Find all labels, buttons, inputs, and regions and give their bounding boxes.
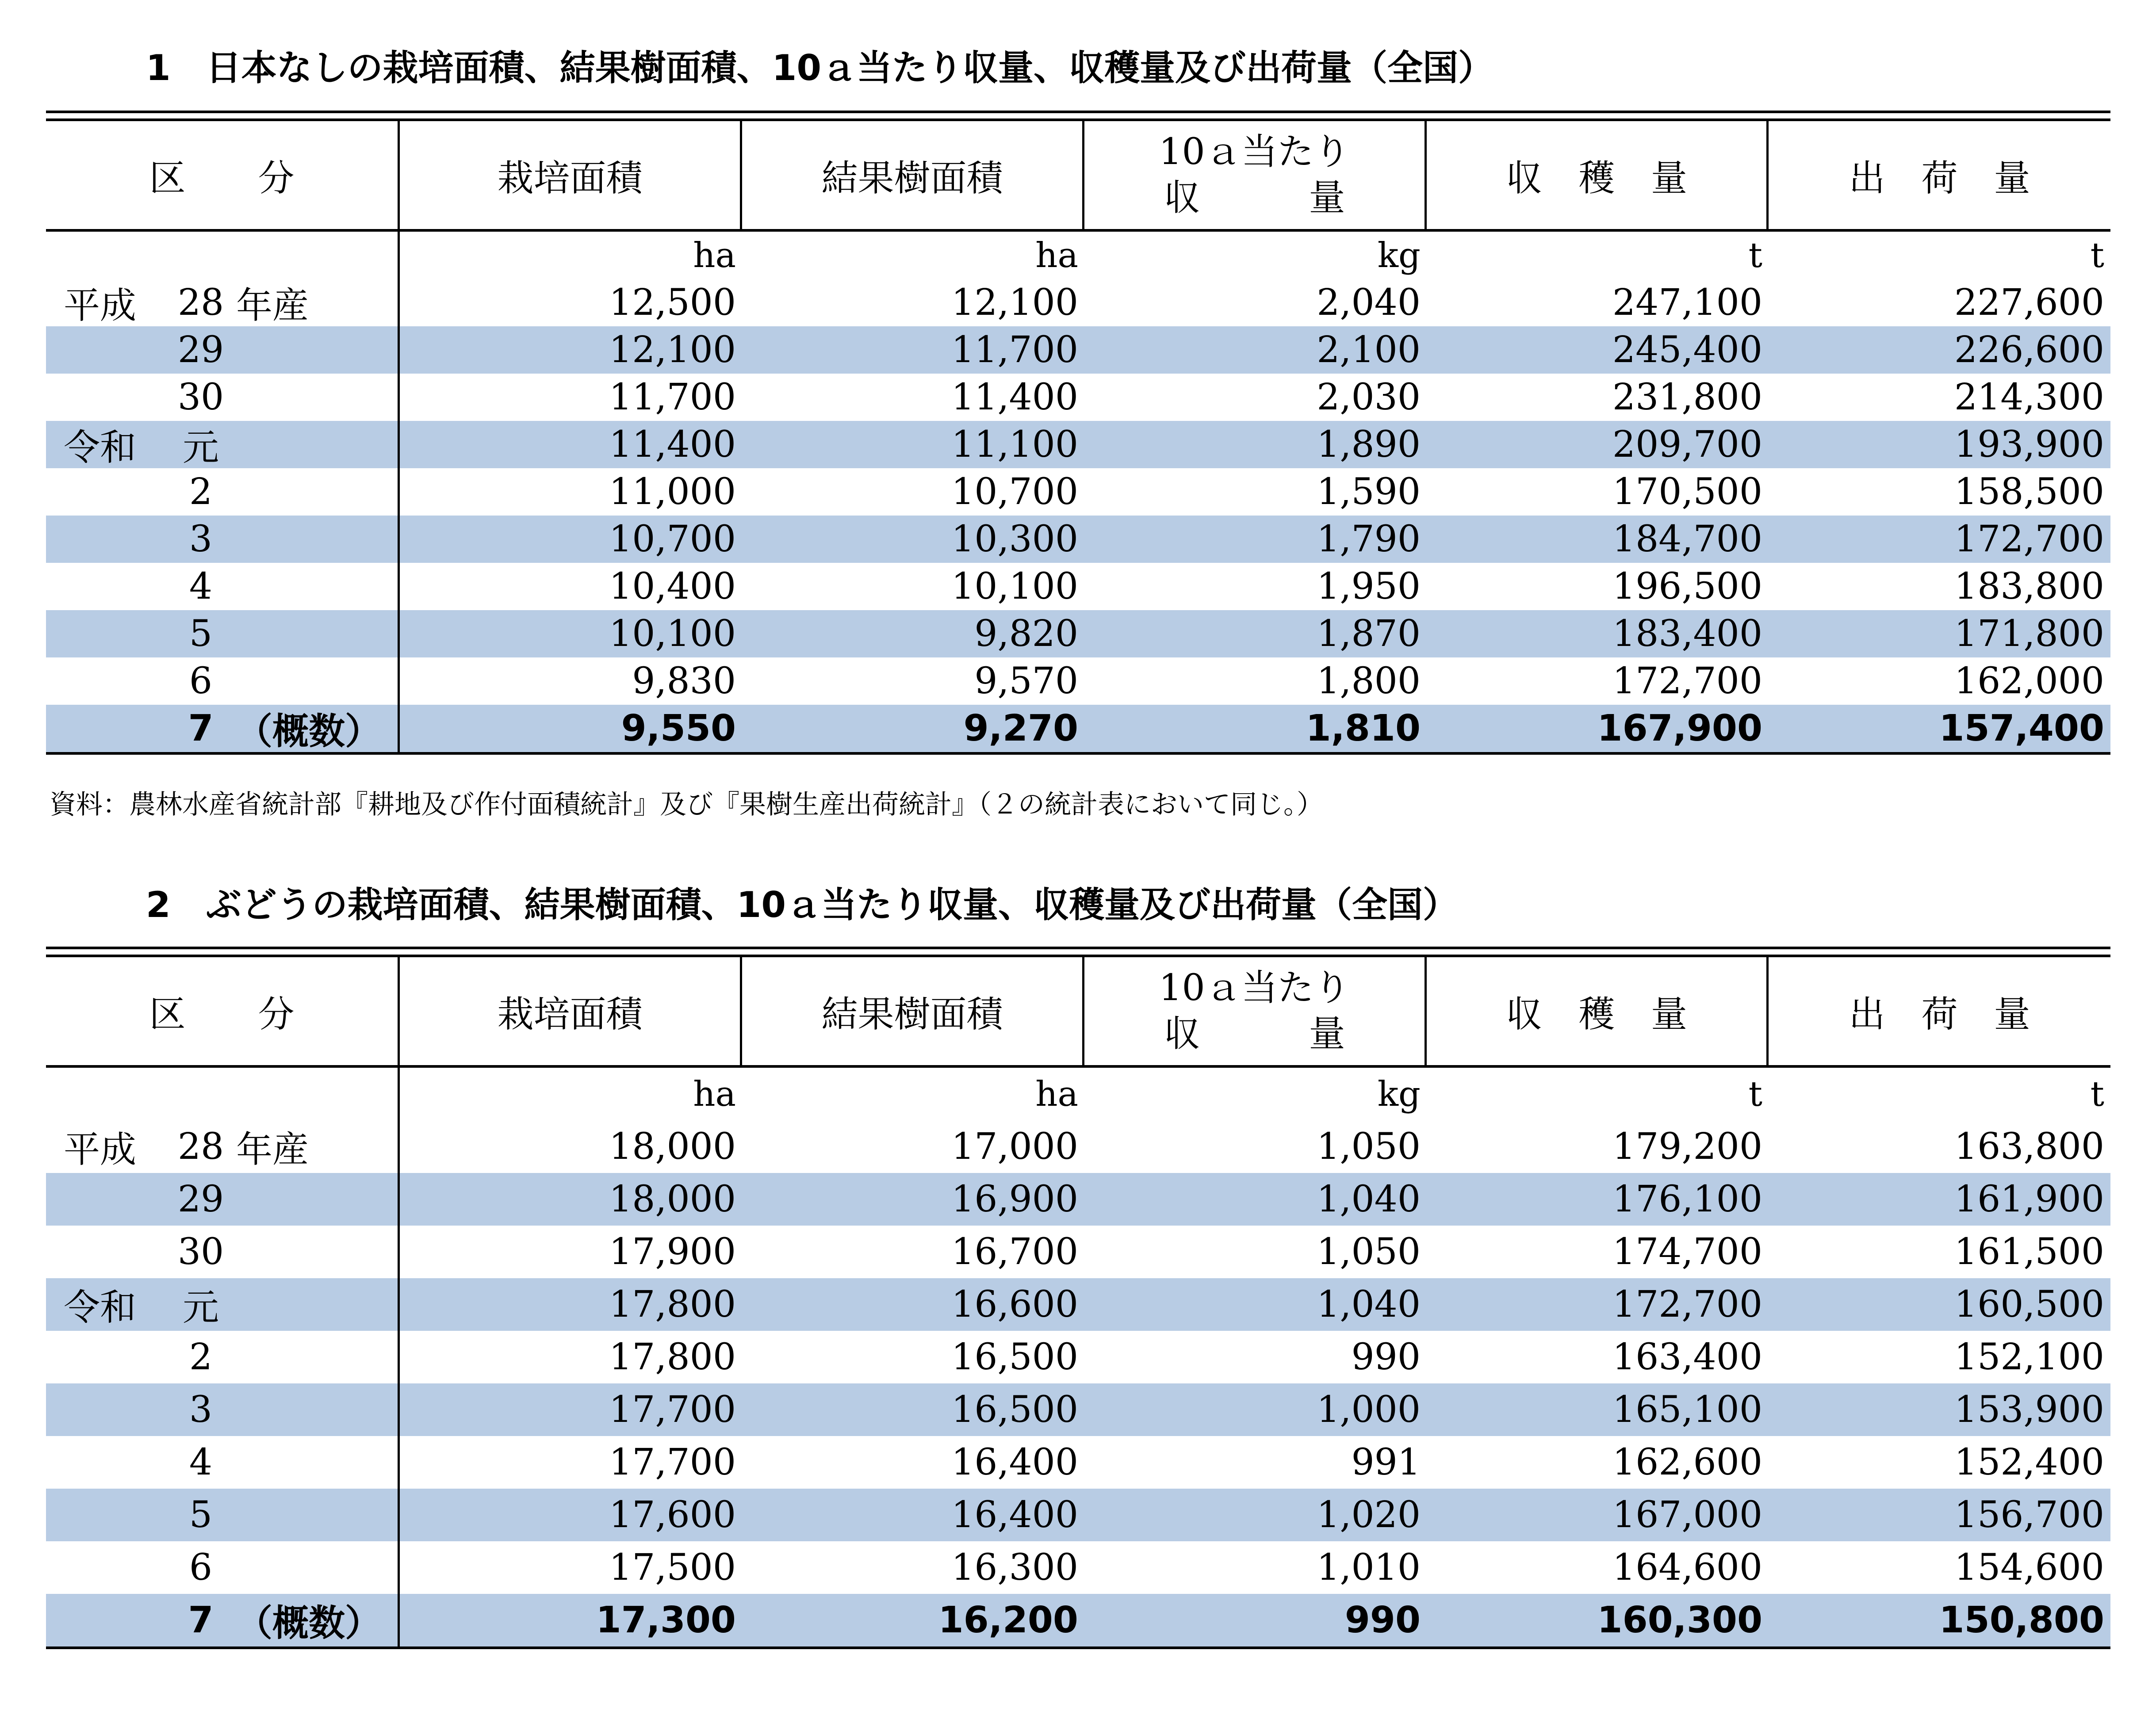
table-row: [46, 1173, 2110, 1226]
header-shipment: 出 荷 量: [1849, 993, 2030, 1035]
table-cell: 11,700: [951, 329, 1078, 371]
table-cell: 18,000: [609, 1126, 736, 1168]
row-label: [46, 374, 400, 421]
table2-title: 2 ぶどうの栽培面積、結果樹面積、10ａ当たり収量、収穫量及び出荷量（全国）: [146, 884, 1458, 925]
year-label: 29: [177, 1178, 224, 1220]
table-cell: 17,900: [609, 1231, 736, 1273]
table-row: [46, 1594, 2110, 1646]
table-cell: 196,500: [1612, 565, 1762, 607]
table-row: [46, 1278, 2110, 1331]
table-cell: 16,900: [951, 1178, 1078, 1220]
table-cell: 16,200: [938, 1599, 1078, 1641]
year-suffix: （概数）: [236, 1602, 382, 1644]
table-cell: 1,870: [1317, 613, 1421, 655]
table1-top-rule: [46, 111, 2110, 121]
year-suffix: 年産: [236, 285, 309, 327]
table-cell: 990: [1351, 1336, 1421, 1378]
table-cell: 12,100: [951, 282, 1078, 324]
table-cell: 184,700: [1612, 518, 1762, 560]
header-yield-line1: 10ａ当たり: [1159, 131, 1350, 173]
table-cell: 154,600: [1954, 1547, 2104, 1589]
row-label: [46, 1436, 400, 1489]
table1: [46, 111, 2110, 755]
row-label: [46, 1331, 400, 1383]
table-cell: 16,700: [951, 1231, 1078, 1273]
table-cell: 17,800: [609, 1284, 736, 1326]
table-cell: 1,590: [1317, 471, 1421, 513]
row-label: [46, 279, 400, 326]
table-cell: 1,040: [1317, 1284, 1421, 1326]
era-label: 平成: [64, 285, 137, 327]
year-suffix: （概数）: [236, 711, 382, 753]
year-label: 元: [182, 1287, 219, 1329]
table-cell: 167,000: [1612, 1494, 1762, 1536]
header-category: 区 分: [46, 957, 400, 1065]
unit-cell: ha: [1035, 235, 1078, 275]
table-cell: 165,100: [1612, 1389, 1762, 1431]
table-row: [46, 1226, 2110, 1278]
table-cell: 10,100: [609, 613, 736, 655]
year-label: 5: [189, 1494, 213, 1536]
year-label: 29: [177, 329, 224, 371]
table1-header: [46, 121, 2110, 232]
units-row: [46, 232, 2110, 279]
table-cell: 172,700: [1612, 1284, 1762, 1326]
table-cell: 2,030: [1317, 376, 1421, 418]
table-cell: 1,050: [1317, 1126, 1421, 1168]
table-cell: 9,820: [974, 613, 1078, 655]
table-cell: 17,600: [609, 1494, 736, 1536]
table-cell: 991: [1351, 1441, 1421, 1483]
table-cell: 11,100: [951, 424, 1078, 466]
row-label: [46, 468, 400, 516]
header-harvest: 収 穫 量: [1427, 957, 1769, 1065]
table-row: [46, 468, 2110, 516]
header-planted-area: 栽培面積: [400, 957, 742, 1065]
table-row: [46, 326, 2110, 374]
header-yield-line1: 10ａ当たり: [1159, 967, 1350, 1009]
table-cell: 17,300: [596, 1599, 736, 1641]
table-cell: 245,400: [1612, 329, 1762, 371]
units-row: [46, 1068, 2110, 1120]
table-cell: 12,100: [609, 329, 736, 371]
table-cell: 2,040: [1317, 282, 1421, 324]
table-row: [46, 1383, 2110, 1436]
table2: [46, 947, 2110, 1649]
table-cell: 16,600: [951, 1284, 1078, 1326]
table-cell: 160,500: [1954, 1284, 2104, 1326]
table-cell: 152,100: [1954, 1336, 2104, 1378]
table-row: [46, 610, 2110, 657]
header-harvest: 収 穫 量: [1427, 121, 1769, 229]
year-label: 30: [177, 1231, 224, 1273]
table-cell: 11,700: [609, 376, 736, 418]
table-cell: 163,800: [1954, 1126, 2104, 1168]
table-cell: 161,500: [1954, 1231, 2104, 1273]
table-cell: 153,900: [1954, 1389, 2104, 1431]
table-cell: 193,900: [1954, 424, 2104, 466]
header-yield-per-10a: [1084, 121, 1427, 229]
unit-cell: t: [1748, 235, 1762, 275]
table-cell: 214,300: [1954, 376, 2104, 418]
table-cell: 10,100: [951, 565, 1078, 607]
table-cell: 18,000: [609, 1178, 736, 1220]
table-cell: 17,800: [609, 1336, 736, 1378]
table2-body: [46, 1068, 2110, 1649]
header-shipment: 出 荷 量: [1849, 157, 2030, 199]
row-label: [46, 705, 400, 752]
table-cell: 17,700: [609, 1441, 736, 1483]
header-yield-per-10a: [1084, 957, 1427, 1065]
table-cell: 183,400: [1612, 613, 1762, 655]
table-cell: 17,000: [951, 1126, 1078, 1168]
year-label: 6: [189, 1547, 213, 1589]
table-cell: 9,570: [974, 660, 1078, 702]
table-cell: 17,500: [609, 1547, 736, 1589]
table-cell: 10,700: [951, 471, 1078, 513]
row-label: [46, 326, 400, 374]
year-label: 3: [189, 1389, 213, 1431]
year-label: 3: [189, 518, 213, 560]
table2-top-rule: [46, 947, 2110, 957]
table-cell: 16,300: [951, 1547, 1078, 1589]
table-row: [46, 563, 2110, 610]
table-cell: 209,700: [1612, 424, 1762, 466]
table-row: [46, 1120, 2110, 1173]
table-cell: 171,800: [1954, 613, 2104, 655]
unit-cell: kg: [1377, 235, 1421, 275]
year-label: 2: [189, 471, 213, 513]
table-cell: 9,270: [963, 707, 1078, 749]
row-label: [46, 610, 400, 657]
table-cell: 158,500: [1954, 471, 2104, 513]
year-label: 4: [189, 1441, 213, 1483]
table-cell: 170,500: [1612, 471, 1762, 513]
table-cell: 16,400: [951, 1441, 1078, 1483]
era-label: 令和: [64, 1287, 137, 1329]
header-bearing-area: 結果樹面積: [742, 121, 1084, 229]
row-label: [46, 516, 400, 563]
row-label: [46, 1489, 400, 1541]
era-label: 平成: [64, 1129, 137, 1171]
table-cell: 1,010: [1317, 1547, 1421, 1589]
row-label: [46, 1278, 400, 1331]
table-cell: 16,500: [951, 1389, 1078, 1431]
table-cell: 157,400: [1939, 707, 2104, 749]
row-label: [46, 1226, 400, 1278]
table-cell: 160,300: [1597, 1599, 1762, 1641]
table-cell: 167,900: [1597, 707, 1762, 749]
table-row: [46, 421, 2110, 468]
table-row: [46, 516, 2110, 563]
table-cell: 174,700: [1612, 1231, 1762, 1273]
units-label-cell: [46, 232, 400, 279]
unit-cell: t: [1748, 1074, 1762, 1114]
year-label: 5: [189, 613, 213, 655]
table-cell: 227,600: [1954, 282, 2104, 324]
table2-header: [46, 957, 2110, 1068]
table-cell: 164,600: [1612, 1547, 1762, 1589]
table-cell: 1,050: [1317, 1231, 1421, 1273]
year-label: 7: [188, 707, 214, 749]
table-cell: 1,800: [1317, 660, 1421, 702]
table-cell: 10,300: [951, 518, 1078, 560]
unit-cell: kg: [1377, 1074, 1421, 1114]
row-label: [46, 657, 400, 705]
table-cell: 179,200: [1612, 1126, 1762, 1168]
table-row: [46, 705, 2110, 752]
table-cell: 9,830: [632, 660, 736, 702]
table-row: [46, 1541, 2110, 1594]
table-cell: 16,400: [951, 1494, 1078, 1536]
table-cell: 1,790: [1317, 518, 1421, 560]
table-cell: 1,000: [1317, 1389, 1421, 1431]
units-label-cell: [46, 1068, 400, 1120]
table-cell: 1,810: [1306, 707, 1421, 749]
table-cell: 231,800: [1612, 376, 1762, 418]
header-bearing-area: 結果樹面積: [742, 957, 1084, 1065]
header-yield-line2: 収 量: [1164, 1013, 1345, 1055]
unit-cell: ha: [1035, 1074, 1078, 1114]
year-label: 28: [177, 282, 224, 324]
table-cell: 11,000: [609, 471, 736, 513]
year-label: 28: [177, 1126, 224, 1168]
table-row: [46, 657, 2110, 705]
table-cell: 247,100: [1612, 282, 1762, 324]
table-cell: 162,000: [1954, 660, 2104, 702]
unit-cell: ha: [693, 1074, 736, 1114]
table-cell: 162,600: [1612, 1441, 1762, 1483]
unit-cell: ha: [693, 235, 736, 275]
table-cell: 1,890: [1317, 424, 1421, 466]
row-label: [46, 563, 400, 610]
unit-cell: t: [2090, 235, 2104, 275]
table-row: [46, 1489, 2110, 1541]
row-label: [46, 1120, 400, 1173]
table-cell: 150,800: [1939, 1599, 2104, 1641]
table-cell: 172,700: [1612, 660, 1762, 702]
year-label: 7: [188, 1599, 214, 1641]
table-cell: 156,700: [1954, 1494, 2104, 1536]
year-label: 元: [182, 427, 219, 469]
table1-body: [46, 232, 2110, 755]
table-cell: 1,040: [1317, 1178, 1421, 1220]
table-row: [46, 374, 2110, 421]
source-note: 資料：農林水産省統計部『耕地及び作付面積統計』及び『果樹生産出荷統計』（２の統計表において同じ。）: [50, 789, 1323, 820]
header-category: 区 分: [46, 121, 400, 229]
table-cell: 11,400: [609, 424, 736, 466]
table-cell: 1,020: [1317, 1494, 1421, 1536]
table-cell: 9,550: [621, 707, 736, 749]
row-label: [46, 1541, 400, 1594]
table-cell: 2,100: [1317, 329, 1421, 371]
table-cell: 10,700: [609, 518, 736, 560]
unit-cell: t: [2090, 1074, 2104, 1114]
table-cell: 1,950: [1317, 565, 1421, 607]
year-label: 4: [189, 565, 213, 607]
row-label: [46, 1173, 400, 1226]
table-row: [46, 1436, 2110, 1489]
table-cell: 16,500: [951, 1336, 1078, 1378]
header-planted-area: 栽培面積: [400, 121, 742, 229]
table-cell: 11,400: [951, 376, 1078, 418]
table-cell: 163,400: [1612, 1336, 1762, 1378]
table-cell: 152,400: [1954, 1441, 2104, 1483]
row-label: [46, 421, 400, 468]
year-label: 2: [189, 1336, 213, 1378]
table1-title: 1 日本なしの栽培面積、結果樹面積、10ａ当たり収量、収穫量及び出荷量（全国）: [146, 47, 1493, 88]
table-cell: 183,800: [1954, 565, 2104, 607]
header-yield-line2: 収 量: [1164, 177, 1345, 219]
table-row: [46, 1331, 2110, 1383]
era-label: 令和: [64, 427, 137, 469]
year-label: 30: [177, 376, 224, 418]
table-cell: 17,700: [609, 1389, 736, 1431]
year-suffix: 年産: [236, 1129, 309, 1171]
table-cell: 12,500: [609, 282, 736, 324]
table-cell: 176,100: [1612, 1178, 1762, 1220]
table-cell: 10,400: [609, 565, 736, 607]
table-row: [46, 279, 2110, 326]
year-label: 6: [189, 660, 213, 702]
row-label: [46, 1383, 400, 1436]
table-cell: 226,600: [1954, 329, 2104, 371]
row-label: [46, 1594, 400, 1646]
table-cell: 161,900: [1954, 1178, 2104, 1220]
table-cell: 990: [1344, 1599, 1421, 1641]
table-cell: 172,700: [1954, 518, 2104, 560]
